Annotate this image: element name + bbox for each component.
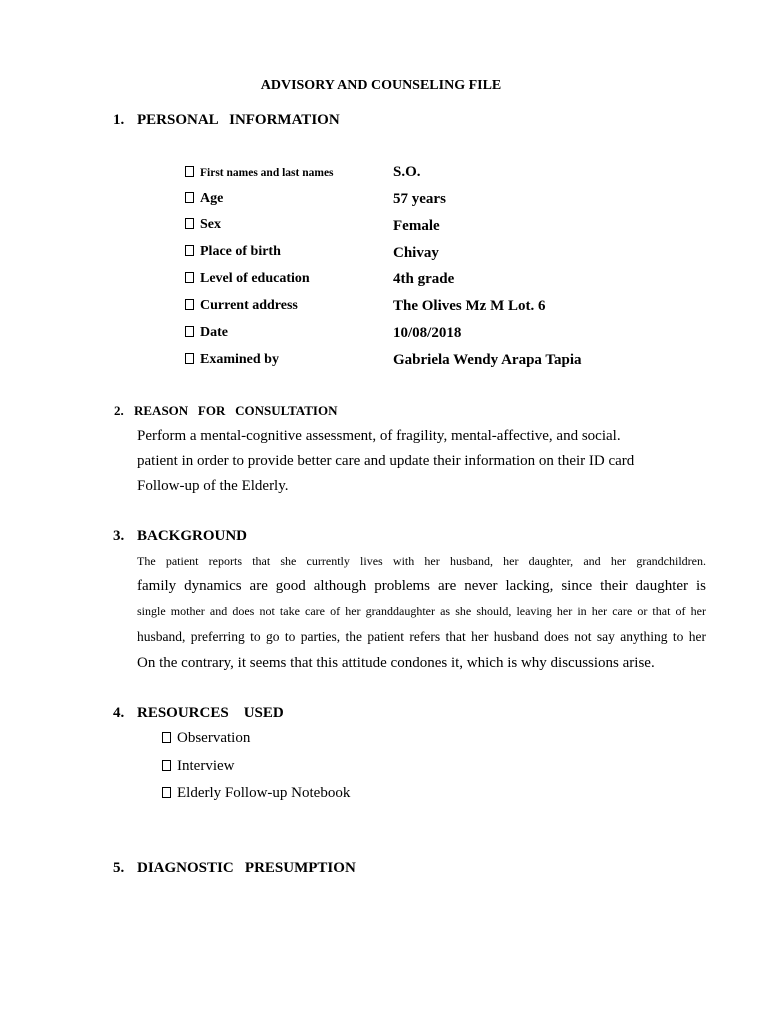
- section-title: RESOURCES USED: [137, 705, 284, 721]
- section-title: BACKGROUND: [137, 528, 248, 544]
- reason-line: patient in order to provide better care and update their information on their ID card: [137, 453, 635, 469]
- background-line: The patient reports that she currently lives with her husband, her daughter, and her grandchildren.: [137, 554, 706, 568]
- checkbox-icon: [185, 299, 194, 310]
- field-label-date: Date: [185, 325, 228, 341]
- checkbox-icon: [185, 353, 194, 364]
- field-label-education: Level of education: [185, 271, 310, 287]
- background-line: On the contrary, it seems that this attitude condones it, which is why discussions arise.: [137, 655, 655, 671]
- checkbox-icon: [162, 787, 171, 798]
- checkbox-icon: [185, 326, 194, 337]
- section-personal-heading: [113, 112, 340, 129]
- field-value-education: 4th grade: [393, 271, 455, 287]
- resource-item: Elderly Follow-up Notebook: [162, 785, 350, 802]
- section-diagnostic-heading: [113, 860, 356, 877]
- document-title: ADVISORY AND COUNSELING FILE: [260, 78, 502, 93]
- section-number: 3.: [113, 528, 125, 544]
- background-line: husband, preferring to go to parties, the patient refers that her husband does not say anything to her: [137, 629, 706, 644]
- background-line: family dynamics are good although problems are never lacking, since their daughter is: [137, 578, 706, 594]
- field-label-sex: Sex: [185, 217, 221, 233]
- checkbox-icon: [185, 272, 194, 283]
- section-reason-heading: [114, 403, 337, 419]
- field-label-address: Current address: [185, 298, 298, 314]
- checkbox-icon: [185, 166, 194, 177]
- reason-line: Perform a mental-cognitive assessment, of fragility, mental-affective, and social.: [137, 428, 621, 444]
- section-number: 1.: [113, 112, 125, 128]
- section-title: PERSONAL INFORMATION: [137, 112, 340, 128]
- field-value-sex: Female: [393, 218, 440, 234]
- section-number: 5.: [113, 860, 125, 876]
- field-label-names: First names and last names: [185, 166, 334, 179]
- field-value-date: 10/08/2018: [393, 325, 462, 341]
- section-number: 4.: [113, 705, 125, 721]
- section-title: REASON FOR CONSULTATION: [134, 403, 338, 418]
- section-resources-heading: [113, 705, 284, 722]
- checkbox-icon: [185, 192, 194, 203]
- checkbox-icon: [162, 732, 171, 743]
- checkbox-icon: [185, 245, 194, 256]
- background-line: single mother and does not take care of her granddaughter as she should, leaving her in her care or that of her: [137, 604, 706, 618]
- section-title: DIAGNOSTIC PRESUMPTION: [137, 860, 356, 876]
- field-value-birthplace: Chivay: [393, 245, 439, 261]
- section-background-heading: [113, 528, 247, 545]
- field-value-examiner: Gabriela Wendy Arapa Tapia: [393, 352, 582, 368]
- resource-item: Observation: [162, 730, 250, 747]
- field-label-age: Age: [185, 191, 223, 207]
- field-value-age: 57 years: [393, 191, 446, 207]
- checkbox-icon: [185, 218, 194, 229]
- reason-line: Follow-up of the Elderly.: [137, 478, 289, 494]
- field-value-address: The Olives Mz M Lot. 6: [393, 298, 546, 314]
- section-number: 2.: [114, 403, 124, 418]
- checkbox-icon: [162, 760, 171, 771]
- field-value-names: S.O.: [393, 164, 421, 180]
- field-label-birthplace: Place of birth: [185, 244, 281, 260]
- resource-item: Interview: [162, 758, 234, 775]
- field-label-examiner: Examined by: [185, 352, 279, 368]
